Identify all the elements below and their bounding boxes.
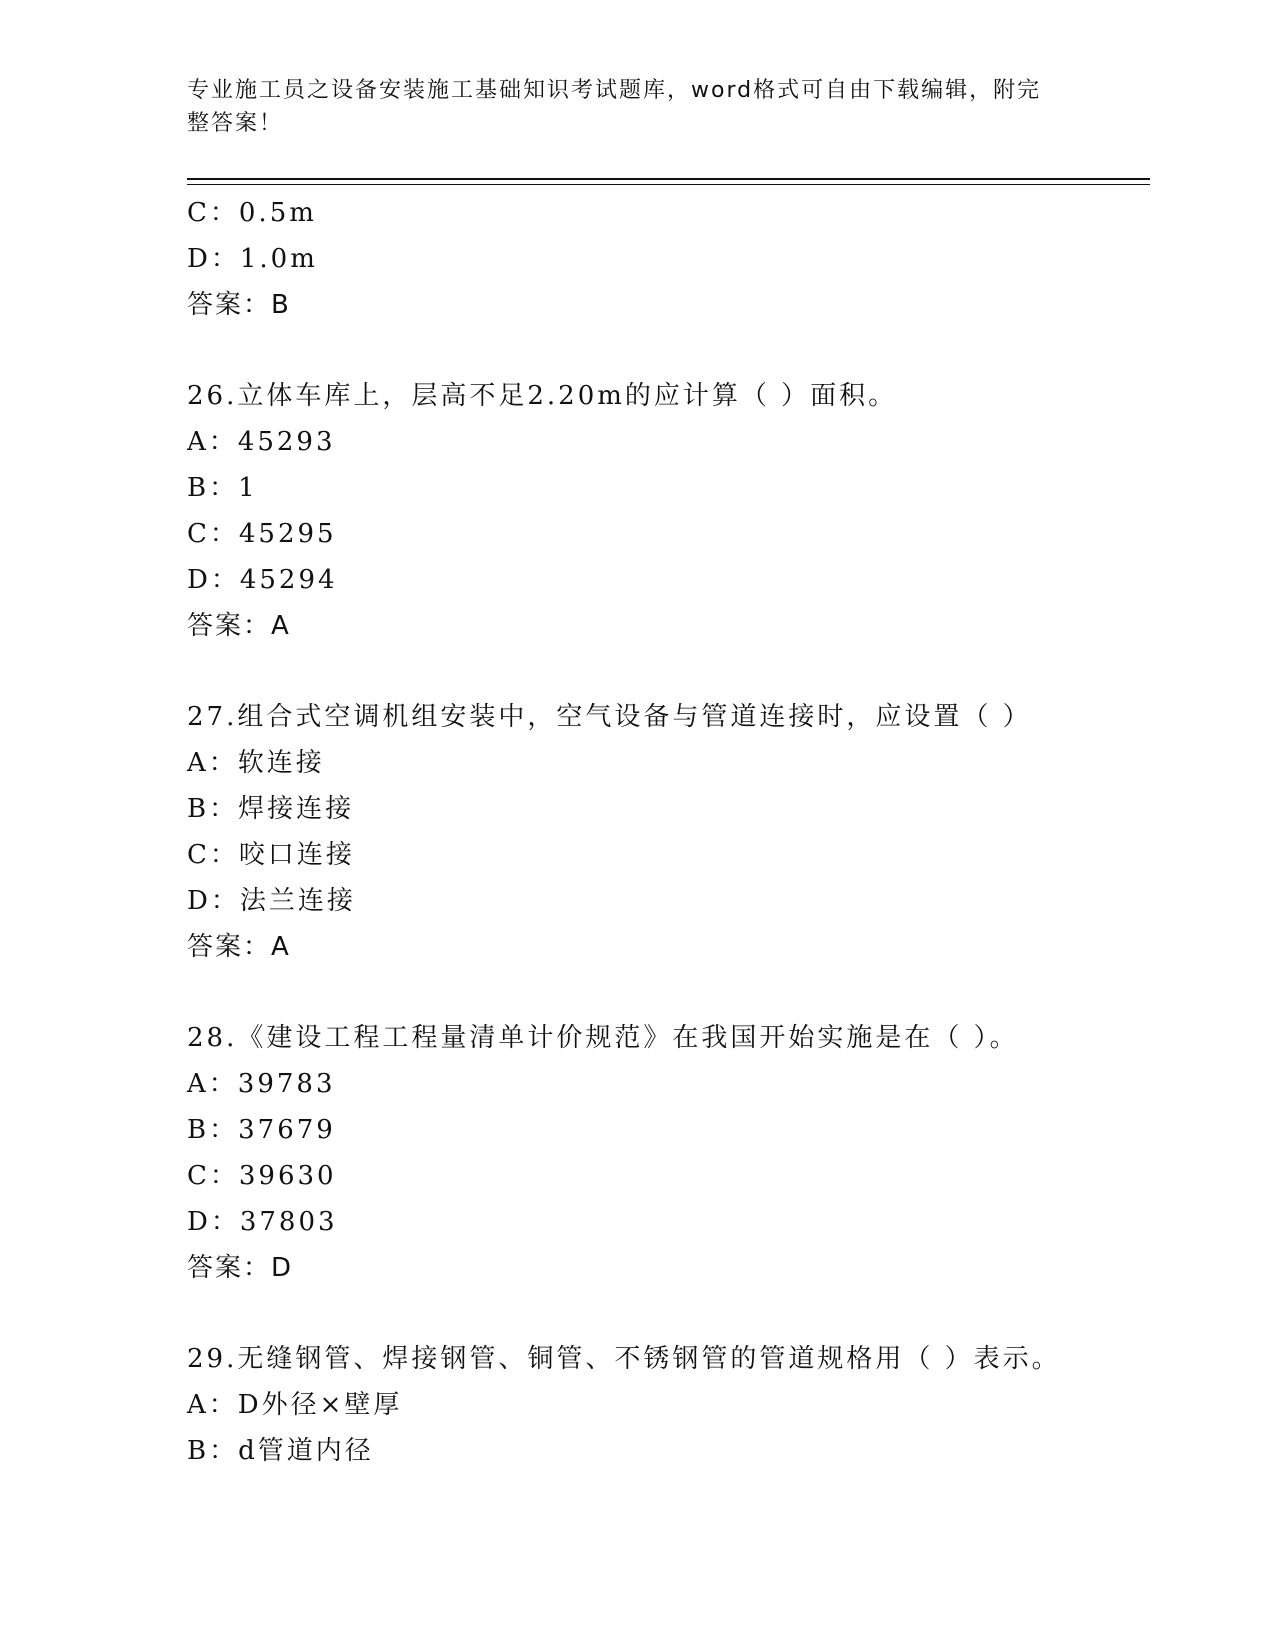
option-d: D：法兰连接 [187, 886, 356, 916]
option-b: B：d管道内径 [187, 1436, 374, 1466]
option-a: A：软连接 [187, 748, 325, 778]
question-stem: 28.《建设工程工程量清单计价规范》在我国开始实施是在（ ）。 [187, 1023, 1019, 1053]
spacer [187, 1291, 1137, 1336]
option-d: D：37803 [187, 1207, 338, 1237]
header-line-1: 专业施工员之设备安装施工基础知识考试题库，word格式可自由下载编辑，附完 [187, 78, 1042, 103]
header-line-2: 整答案！ [187, 111, 284, 136]
answer-line: 答案：B [187, 290, 291, 320]
spacer [187, 970, 1137, 1015]
header-rule-thick [187, 178, 1150, 180]
option-a: A：45293 [187, 427, 336, 457]
question-stem: 29.无缝钢管、焊接钢管、铜管、不锈钢管的管道规格用（ ）表示。 [187, 1344, 1061, 1374]
option-c: C：咬口连接 [187, 840, 355, 870]
option-c: C：45295 [187, 519, 337, 549]
question-stem: 27.组合式空调机组安装中，空气设备与管道连接时，应设置（ ） [187, 702, 1032, 732]
option-c: C：0.5m [187, 198, 317, 228]
question-26 [187, 373, 1137, 649]
option-b: B：1 [187, 473, 258, 503]
spacer [187, 328, 1137, 373]
question-stem: 26.立体车库上，层高不足2.20m的应计算（ ）面积。 [187, 381, 898, 411]
question-25-partial [187, 190, 1137, 328]
answer-line: 答案：D [187, 1253, 294, 1283]
document-header [187, 74, 1067, 140]
option-c: C：39630 [187, 1161, 337, 1191]
question-27 [187, 694, 1137, 970]
header-rule-thin [187, 184, 1150, 185]
question-29 [187, 1336, 1137, 1474]
option-a: A：39783 [187, 1069, 336, 1099]
option-a: A：D外径×壁厚 [187, 1390, 403, 1420]
option-d: D：45294 [187, 565, 338, 595]
answer-line: 答案：A [187, 611, 291, 641]
question-list [187, 190, 1137, 1474]
spacer [187, 649, 1137, 694]
answer-line: 答案：A [187, 932, 291, 962]
option-b: B：37679 [187, 1115, 336, 1145]
question-28 [187, 1015, 1137, 1291]
option-d: D：1.0m [187, 244, 318, 274]
option-b: B：焊接连接 [187, 794, 355, 824]
